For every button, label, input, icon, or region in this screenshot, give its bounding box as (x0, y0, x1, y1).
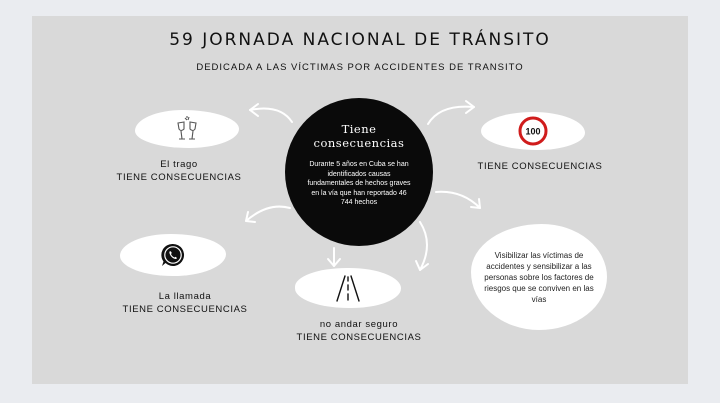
trago-caption (106, 158, 252, 184)
llamada-caption-line2: TIENE CONSECUENCIAS (122, 304, 248, 315)
road-card (295, 268, 401, 308)
trago-card (135, 110, 239, 148)
center-body: Durante 5 años en Cuba se han identificados causas fundamentales de hechos graves en la vía que han reportado 46 744 hechos (307, 161, 411, 206)
llamada-caption-line1: La llamada (158, 291, 212, 302)
toast-glasses-icon (172, 115, 202, 143)
speed-sign-card (481, 112, 585, 150)
center-title-line1: Tiene (341, 122, 377, 136)
arrow-to-sign (428, 107, 474, 124)
center-title (285, 122, 433, 150)
speed-sign-caption (470, 160, 610, 173)
llamada-caption (110, 290, 260, 316)
arrow-to-desc-2 (420, 222, 427, 270)
page-title: 59 JORNADA NACIONAL DE TRÁNSITO (169, 30, 551, 50)
page-subtitle: DEDICADA A LAS VÍCTIMAS POR ACCIDENTES DE TRANSITO (196, 62, 524, 73)
description-card (471, 224, 607, 330)
trago-caption-line2: TIENE CONSECUENCIAS (116, 172, 242, 183)
llamada-card (120, 234, 226, 276)
arrow-to-desc-1 (436, 192, 480, 208)
speed-sign-caption-line2: TIENE CONSECUENCIAS (477, 161, 603, 172)
center-title-line2: consecuencias (313, 136, 405, 150)
center-circle (285, 98, 433, 246)
arrow-to-llamada (246, 207, 290, 221)
road-caption (284, 318, 434, 344)
trago-caption-line1: El trago (160, 159, 198, 170)
road-icon (333, 273, 363, 303)
road-caption-line1: no andar seguro (319, 319, 399, 330)
speed-sign-value: 100 (525, 126, 541, 137)
description-text: Visibilizar las víctimas de accidentes y sensibilizar a las personas sobre los factores de riesgos que se conviven en las vías (484, 250, 594, 304)
road-caption-line2: TIENE CONSECUENCIAS (296, 332, 422, 343)
whatsapp-icon (160, 242, 186, 268)
speed-limit-sign-icon (518, 116, 548, 146)
